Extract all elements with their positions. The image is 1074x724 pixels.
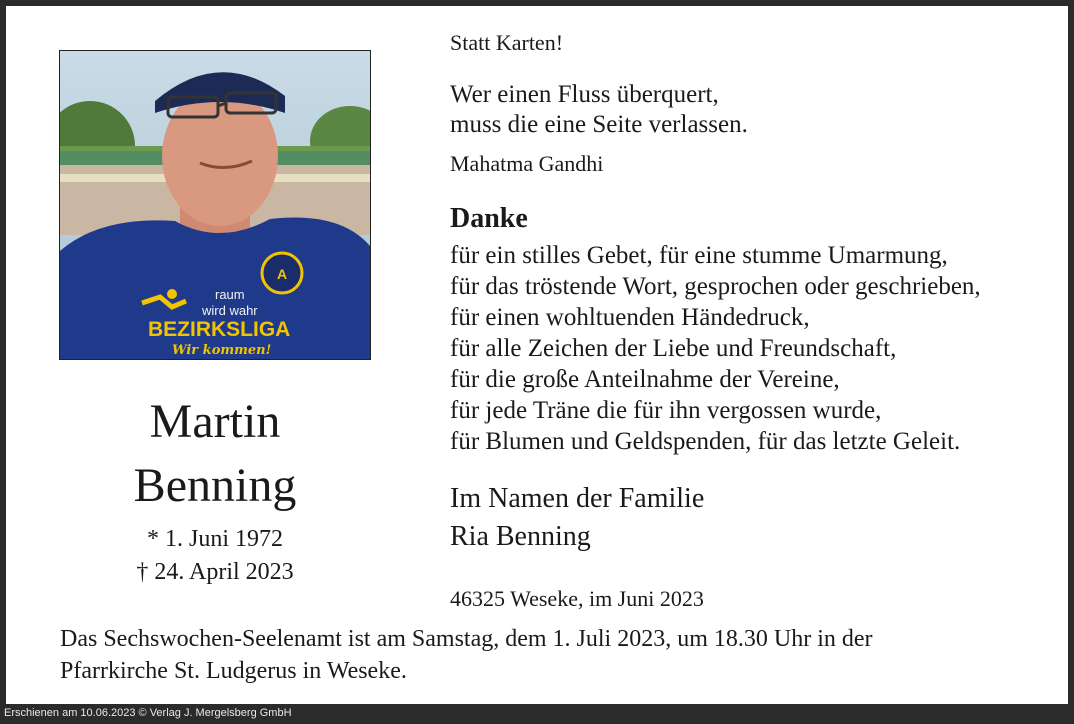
last-name: Benning bbox=[133, 459, 297, 512]
family-line-2: Ria Benning bbox=[450, 521, 591, 552]
thanks-line: für Blumen und Geldspenden, für das letzte Geleit. bbox=[450, 428, 961, 455]
quote-line-2: muss die eine Seite verlassen. bbox=[450, 111, 748, 138]
shirt-text-wird-wahr: wird wahr bbox=[202, 303, 258, 318]
publisher-footer: Erschienen am 10.06.2023 © Verlag J. Mergelsberg GmbH bbox=[4, 707, 292, 719]
shirt-text-bezirksliga: BEZIRKSLIGA bbox=[148, 318, 291, 341]
service-line-2: Pfarrkirche St. Ludgerus in Weseke. bbox=[60, 658, 407, 684]
thanks-line: für alle Zeichen der Liebe und Freundschaft, bbox=[450, 335, 897, 362]
birth-date: * 1. Juni 1972 bbox=[146, 526, 283, 552]
first-name: Martin bbox=[149, 395, 281, 448]
family-line-1: Im Namen der Familie bbox=[450, 483, 705, 514]
quote-line-1: Wer einen Fluss überquert, bbox=[450, 81, 719, 108]
thanks-line: für einen wohltuenden Händedruck, bbox=[450, 304, 810, 331]
thanks-line: für ein stilles Gebet, für eine stumme Umarmung, bbox=[450, 242, 948, 269]
svg-text:A: A bbox=[276, 266, 288, 282]
obituary-card bbox=[6, 6, 1068, 704]
portrait-illustration bbox=[60, 51, 370, 359]
thanks-line: für das tröstende Wort, gesprochen oder geschrieben, bbox=[450, 273, 981, 300]
shirt-text-raum: raum bbox=[215, 287, 245, 302]
service-line-1: Das Sechswochen-Seelenamt ist am Samstag, dem 1. Juli 2023, um 18.30 Uhr in der bbox=[60, 626, 873, 652]
death-date: † 24. April 2023 bbox=[136, 559, 294, 585]
danke-heading: Danke bbox=[450, 203, 528, 234]
thanks-line: für jede Träne die für ihn vergossen wurde, bbox=[450, 397, 882, 424]
place-date: 46325 Weseke, im Juni 2023 bbox=[450, 586, 704, 611]
statt-karten: Statt Karten! bbox=[450, 30, 564, 55]
quote-author: Mahatma Gandhi bbox=[450, 151, 604, 176]
thanks-line: für die große Anteilnahme der Vereine, bbox=[450, 366, 840, 393]
shirt-text-wir-kommen: Wir kommen! bbox=[172, 343, 272, 358]
portrait-photo bbox=[59, 50, 371, 360]
